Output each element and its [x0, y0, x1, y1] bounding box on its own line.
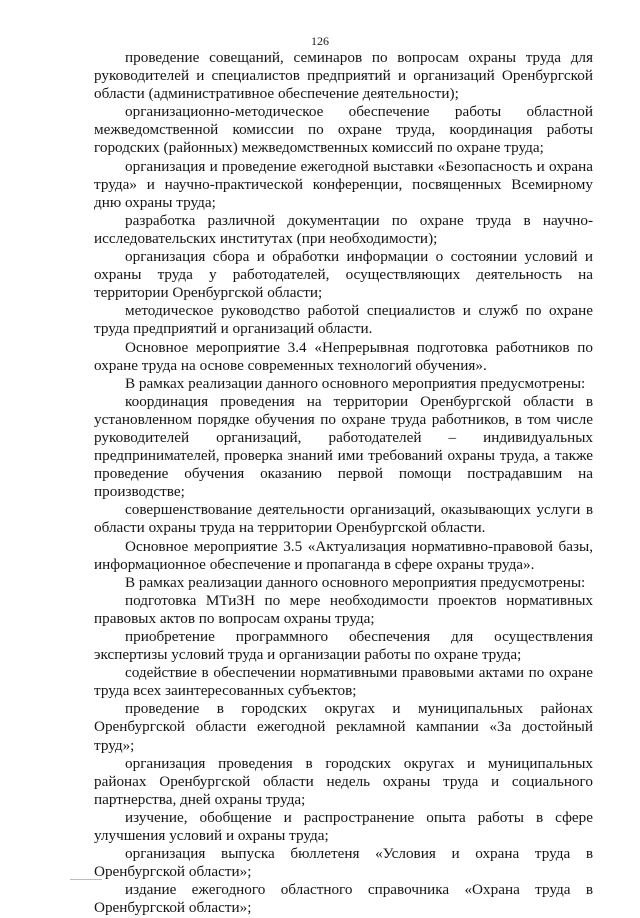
footnote-divider: [70, 879, 102, 880]
paragraph: совершенствование деятельности организаций, оказывающих услуги в области охраны труда на территории Оренбургской области.: [94, 501, 593, 537]
paragraph: подготовка МТиЗН по мере необходимости проектов нормативных правовых актов по вопросам охраны труда;: [94, 591, 593, 627]
paragraph: координация проведения на территории Оренбургской области в установленном порядке обучения по охране труда работников, в том числе руководителей организаций, работодателей – индивидуальных предпринимателей, проверка знаний ими требований охраны труда, а также проведение обучения оказанию первой помощи пострадавшим на производстве;: [94, 392, 593, 501]
measure-heading: Основное мероприятие 3.5 «Актуализация нормативно-правовой базы, информационное обеспечение и пропаганда в сфере охраны труда».: [94, 537, 593, 573]
paragraph: приобретение программного обеспечения для осуществления экспертизы условий труда и организации работы по охране труда;: [94, 628, 593, 664]
paragraph: проведение совещаний, семинаров по вопросам охраны труда для руководителей и специалистов предприятий и организаций Оренбургской области (административное обеспечение деятельности);: [94, 49, 593, 103]
paragraph: издание ежегодного областного справочника «Охрана труда в Оренбургской области»;: [94, 881, 593, 917]
paragraph: изучение, обобщение и распространение опыта работы в сфере улучшения условий и охраны труда;: [94, 808, 593, 845]
paragraph: методическое руководство работой специалистов и служб по охране труда предприятий и организаций области.: [94, 302, 593, 338]
paragraph: организация проведения в городских округах и муниципальных районах Оренбургской области недель охраны труда и социального партнерства, дней охраны труда;: [94, 754, 593, 808]
paragraph: организация выпуска бюллетеня «Условия и охрана труда в Оренбургской области»;: [94, 845, 593, 881]
paragraph: В рамках реализации данного основного мероприятия предусмотрены:: [125, 573, 586, 591]
paragraph: организационно-методическое обеспечение работы областной межведомственной комиссии по охране труда, координация работы городских (районных) межведомственных комиссий по охране труда;: [94, 103, 593, 157]
paragraph: организация и проведение ежегодной выставки «Безопасность и охрана труда» и научно-практической конференции, посвященных Всемирному дню охраны труда;: [94, 157, 593, 211]
measure-heading: Основное мероприятие 3.4 «Непрерывная подготовка работников по охране труда на основе современных технологий обучения».: [94, 338, 593, 374]
paragraph: проведение в городских округах и муниципальных районах Оренбургской области ежегодной рекламной кампании «За достойный труд»;: [94, 700, 593, 754]
page-number: 126: [311, 34, 329, 48]
document-body: [94, 49, 593, 918]
paragraph: содействие в обеспечении нормативными правовыми актами по охране труда всех заинтересованных субъектов;: [94, 664, 593, 700]
paragraph: В рамках реализации данного основного мероприятия предусмотрены:: [125, 374, 586, 392]
paragraph: организация сбора и обработки информации о состоянии условий и охраны труда у работодателей, осуществляющих деятельность на территории Оренбургской области;: [94, 248, 593, 302]
paragraph: разработка различной документации по охране труда в научно-исследовательских институтах (при необходимости);: [94, 211, 593, 247]
